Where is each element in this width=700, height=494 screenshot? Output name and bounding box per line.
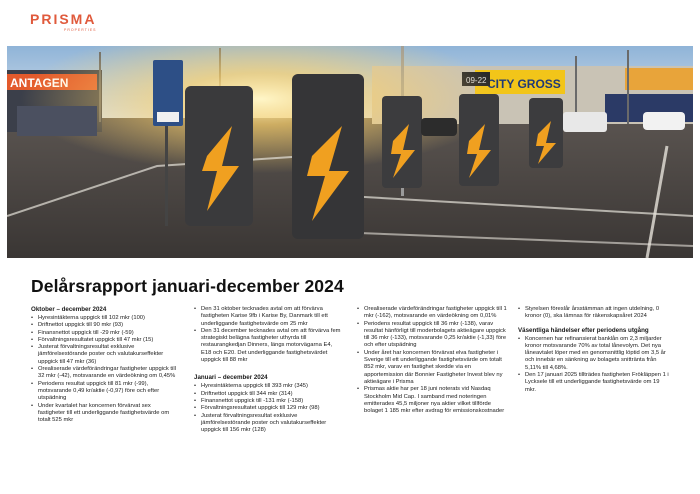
list-item: • Den 17 januari 2025 tillträdes fastigheten Frökläppen 1 i Lycksele till ett underliggande fastighetsvärde om 19 mkr. — [518, 372, 670, 394]
list-item: • Förvaltningsresultatet uppgick till 47 mkr (15) — [31, 337, 176, 344]
list-item: • Orealiserade värdeförändringar fastigheter uppgick till 32 mkr (-42), motsvarande en värdeökning om 0,45% — [31, 366, 176, 381]
column-q4 — [31, 306, 176, 430]
list-item: • Den 31 oktober tecknades avtal om att förvärva fastigheten Karise 9fb i Karise By, Danmark till ett underliggande fastighetsvärde om 25 mkr — [194, 306, 344, 328]
list-item: • Under kvartalet har koncernen förvärvat sex fastigheter till ett underliggande fastighetsvärde om totalt 525 mkr — [31, 403, 176, 425]
hero-photo — [7, 46, 693, 258]
list-item: • Justerat förvaltningsresultat exklusive jämförelsestörande poster och valutakurseffekter uppgick till 47 mkr (36) — [31, 344, 176, 366]
list-item: • Periodens resultat uppgick till 36 mkr (-138), varav resultat hänförligt till moderbolagets aktieägare uppgick till 36 mkr (-133), motsvarande 0,25 kr/aktie (-1,33) före och efter utspädning — [357, 321, 507, 350]
bullet-list — [518, 336, 670, 394]
list-item: • Koncernen har refinansierat banklån om 2,3 miljarder kronor motsvarande 70% av total lånevolym. Det nya låneavtalet löper med en genomsnittlig löptid om 3,5 år och innebär en sänkning av bolagets snittränta från 5,11% till 4,68%. — [518, 336, 670, 372]
section-heading: Januari – december 2024 — [194, 374, 268, 382]
list-item: • Prismas aktie har per 18 juni noterats vid Nasdaq Stockholm Mid Cap. I samband med noteringen emitterades 45,5 miljoner nya aktier vilket tillförde bolaget 1 185 mkr efter avdrag för emissionskostnader — [357, 386, 507, 415]
bullet-list — [518, 306, 670, 321]
charger-right — [459, 94, 499, 186]
list-item: • Förvaltningsresultatet uppgick till 129 mkr (98) — [194, 405, 344, 412]
list-item: • Styrelsen föreslår årsstämman att ingen utdelning, 0 kronor (0), ska lämnas för räkenskapsåret 2024 — [518, 306, 670, 321]
bullet-list — [194, 306, 344, 364]
bullet-list — [194, 383, 344, 434]
charger-far-right — [529, 98, 563, 168]
brand-name: PRISMA — [30, 11, 97, 27]
list-item: • Driftnettot uppgick till 344 mkr (314) — [194, 391, 344, 398]
list-item: • Periodens resultat uppgick till 81 mkr (-99), motsvarande 0,49 kr/aktie (-0,97) före och efter utspädning — [31, 381, 176, 403]
column-events-after — [518, 306, 670, 400]
column-q4-cont-and-year — [194, 306, 344, 440]
list-item: • Driftnettot uppgick till 90 mkr (93) — [31, 322, 176, 329]
list-item: • Den 31 december tecknades avtal om att förvärva fem strategiskt belägna fastigheter uthyrda till restaurangkedjan Dinners, längs motorvägarna E4, E18 och E20. Det underliggande fastighetsvärdet uppgick till 88 mkr — [194, 328, 344, 364]
list-item: • Justerat förvaltningsresultat exklusive jämförelsestörande poster och valutakurseffekter uppgick till 156 mkr (128) — [194, 413, 344, 435]
list-item: • Finansnettot uppgick till -131 mkr (-158) — [194, 398, 344, 405]
bullet-list — [31, 315, 176, 424]
section-heading: Oktober – december 2024 — [31, 306, 107, 313]
brand-subtitle: PROPERTIES — [64, 28, 97, 32]
brand-logo — [30, 11, 97, 32]
charger-large-left — [185, 86, 253, 226]
bullet-list — [357, 306, 507, 415]
list-item: • Orealiserade värdeförändringar fastigheter uppgick till 1 mkr (-162), motsvarande en värdeökning om 0,01% — [357, 306, 507, 321]
list-item: • Under året har koncernen förvärvat elva fastigheter i Sverige till ett underliggande fastighetsvärde om totalt 852 mkr, varav en fastighet skedde via en apportemission där Bonnier Fastigheter Invest blev ny aktieägare i Prisma — [357, 350, 507, 386]
list-item: • Hyresintäkterna uppgick till 393 mkr (345) — [194, 383, 344, 390]
section-heading: Väsentliga händelser efter periodens utgång — [518, 326, 649, 334]
page-title: Delårsrapport januari-december 2024 — [31, 276, 344, 296]
charging-station-illustration — [7, 46, 693, 258]
charger-mid — [382, 96, 422, 188]
charger-large-center — [292, 74, 364, 239]
list-item: • Finansnettot uppgick till -29 mkr (-59) — [31, 330, 176, 337]
list-item: • Hyresintäkterna uppgick till 102 mkr (100) — [31, 315, 176, 322]
column-year-cont — [357, 306, 507, 421]
